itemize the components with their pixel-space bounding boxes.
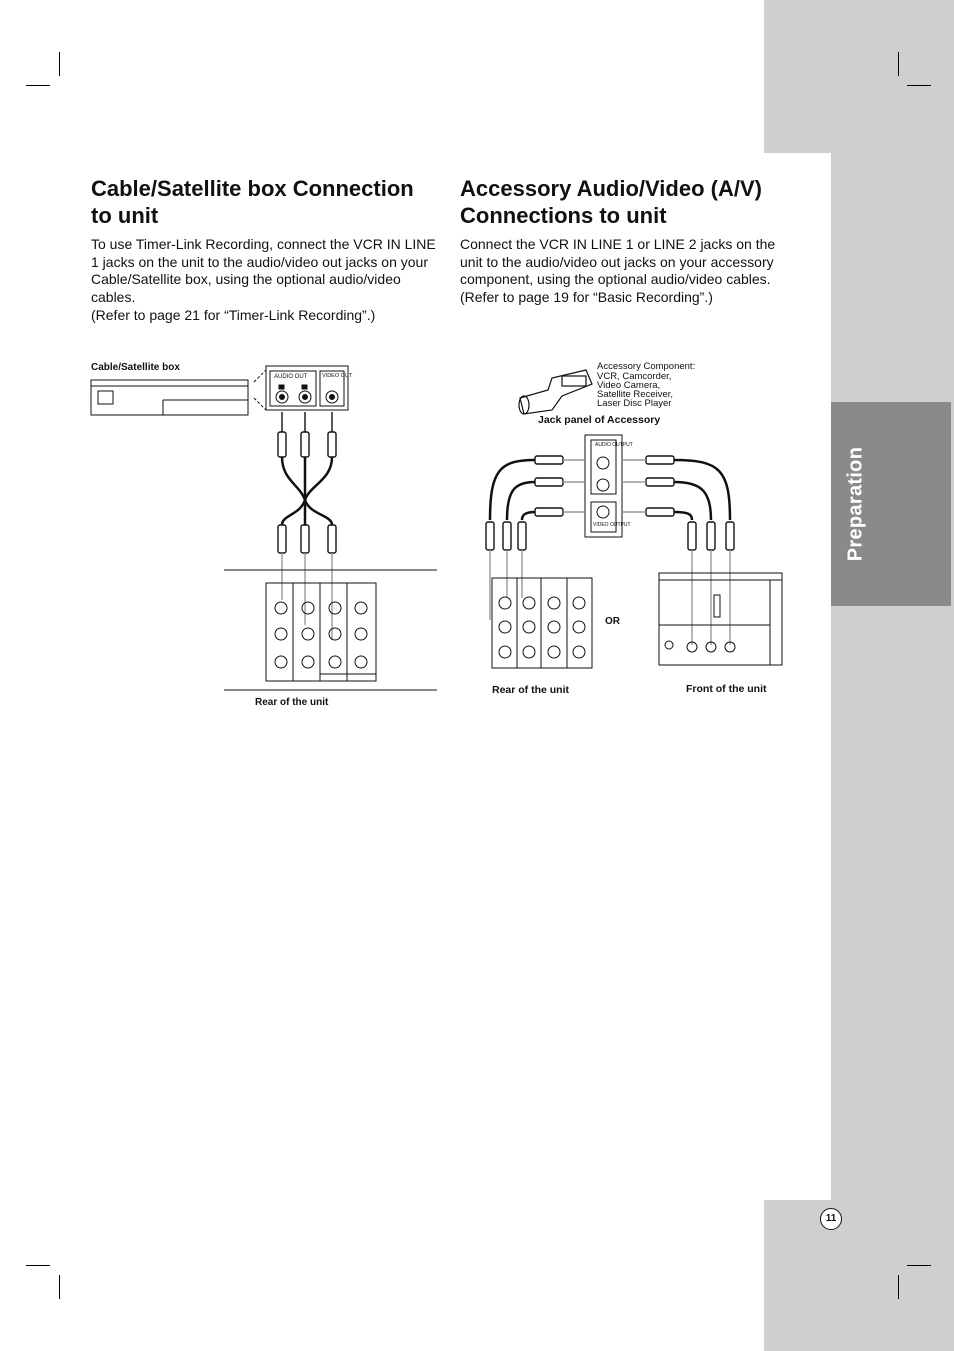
left-section-reference: (Refer to page 21 for “Timer-Link Recording”.) — [91, 307, 376, 323]
accessory-component-list — [597, 361, 695, 409]
video-out-label: VIDEO OUT — [322, 373, 353, 379]
front-caption: Front of the unit — [686, 683, 767, 695]
section-tab-label: Preparation — [844, 446, 867, 562]
right-rear-caption: Rear of the unit — [492, 684, 570, 696]
or-label: OR — [605, 616, 620, 627]
video-output-label: VIDEO OUTPUT — [593, 522, 631, 528]
svg-text:Accessory Component:: Accessory Component: — [597, 361, 696, 372]
cable-satellite-box — [91, 370, 266, 415]
camcorder-icon — [519, 370, 592, 414]
audio-output-label: AUDIO OUTPUT — [595, 442, 633, 448]
page-number: 11 — [820, 1208, 842, 1230]
left-rear-caption: Rear of the unit — [255, 697, 329, 708]
left-section-paragraph: To use Timer-Link Recording, connect the VCR IN LINE 1 jacks on the unit to the audio/video out jacks on your Cable/Satellite box, using the optional audio/video cables. — [91, 236, 436, 305]
jack-panel-caption: Jack panel of Accessory — [538, 414, 661, 426]
svg-text:VCR, Camcorder,: VCR, Camcorder, — [597, 371, 672, 382]
svg-text:Video Camera,: Video Camera, — [597, 380, 661, 391]
right-section-title: Accessory Audio/Video (A/V) Connections to unit — [460, 176, 762, 228]
right-section-paragraph: Connect the VCR IN LINE 1 or LINE 2 jacks on the unit to the audio/video out jacks on your accessory component, using the optional audio/video cables. — [460, 236, 776, 288]
right-section-reference: (Refer to page 19 for “Basic Recording”.) — [460, 289, 713, 305]
cable-box-caption: Cable/Satellite box — [91, 362, 180, 373]
left-section-title: Cable/Satellite box Connection to unit — [91, 176, 414, 228]
svg-text:Laser Disc Player: Laser Disc Player — [597, 398, 672, 409]
front-panel — [659, 573, 782, 665]
svg-text:Satellite Receiver,: Satellite Receiver, — [597, 389, 674, 400]
audio-out-label: AUDIO OUT — [274, 374, 308, 380]
